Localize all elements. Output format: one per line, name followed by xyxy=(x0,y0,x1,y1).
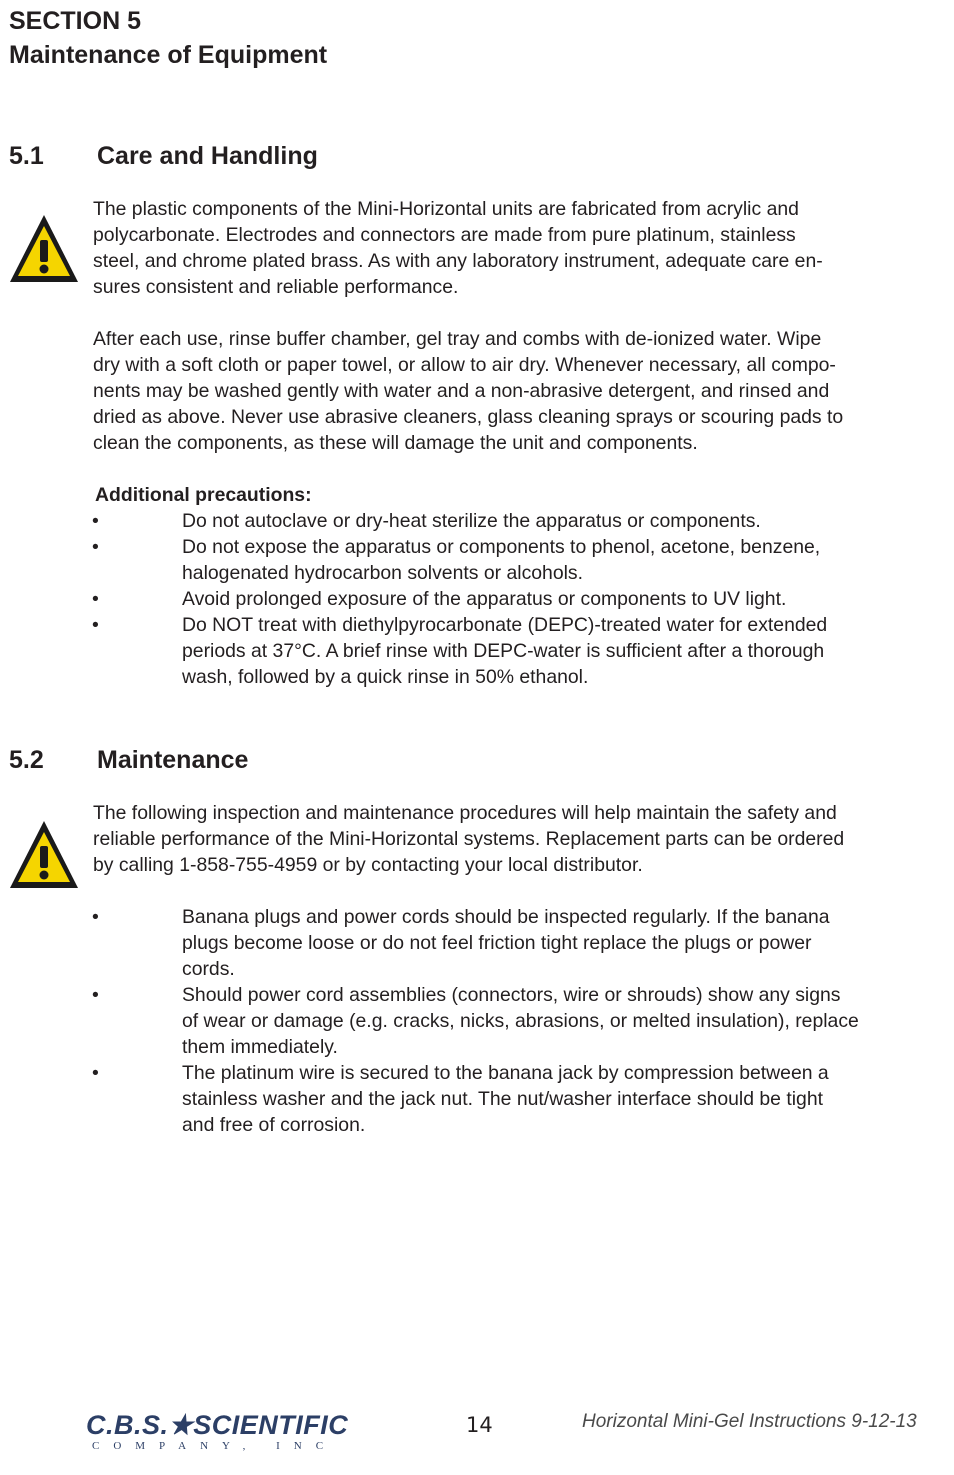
text-line: stainless washer and the jack nut. The nut/washer interface should be tight xyxy=(182,1088,823,1110)
care-section-title: Care and Handling xyxy=(97,142,318,170)
maintenance-paragraph-1 xyxy=(93,800,953,878)
text-line: dry with a soft cloth or paper towel, or allow to air dry. Whenever necessary, all compo- xyxy=(93,354,836,376)
text-line: of wear or damage (e.g. cracks, nicks, abrasions, or melted insulation), replace xyxy=(182,1010,859,1032)
page-number: 14 xyxy=(466,1413,493,1437)
section-title: Maintenance of Equipment xyxy=(9,41,328,69)
company-logo xyxy=(86,1411,348,1453)
bullet-marker: • xyxy=(92,510,99,532)
text-line: After each use, rinse buffer chamber, gel tray and combs with de-ionized water. Wipe xyxy=(93,328,822,350)
text-line: halogenated hydrocarbon solvents or alcohols. xyxy=(182,562,584,584)
care-paragraph-2 xyxy=(93,326,953,456)
list-item xyxy=(182,904,952,982)
bullet-marker: • xyxy=(92,536,99,558)
section-header xyxy=(9,4,327,72)
list-item xyxy=(182,982,952,1060)
text-line: sures consistent and reliable performance. xyxy=(93,276,459,298)
list-item xyxy=(182,508,952,534)
care-section-number: 5.1 xyxy=(9,142,44,170)
text-line: Banana plugs and power cords should be inspected regularly. If the banana xyxy=(182,906,830,928)
bullet-marker: • xyxy=(92,588,99,610)
list-item xyxy=(182,586,952,612)
text-line: by calling 1-858-755-4959 or by contacting your local distributor. xyxy=(93,854,643,876)
precautions-heading: Additional precautions: xyxy=(95,484,312,506)
text-line: cords. xyxy=(182,958,235,980)
bullet-marker: • xyxy=(92,984,99,1006)
text-line: Do NOT treat with diethylpyrocarbonate (DEPC)-treated water for extended xyxy=(182,614,828,636)
bullet-marker: • xyxy=(92,614,99,636)
maintenance-section-title: Maintenance xyxy=(97,746,249,774)
text-line: The following inspection and maintenance procedures will help maintain the safety and xyxy=(93,802,837,824)
text-line: The plastic components of the Mini-Horizontal units are fabricated from acrylic and xyxy=(93,198,799,220)
text-line: Do not expose the apparatus or components to phenol, acetone, benzene, xyxy=(182,536,821,558)
text-line: them immediately. xyxy=(182,1036,338,1058)
warning-triangle-icon xyxy=(7,212,81,291)
logo-subtitle: COMPANY, INC xyxy=(92,1440,338,1452)
list-item xyxy=(182,534,952,586)
logo-wordmark: C.B.S.★SCIENTIFIC xyxy=(86,1410,349,1440)
text-line: plugs become loose or do not feel friction tight replace the plugs or power xyxy=(182,932,812,954)
text-line: dried as above. Never use abrasive cleaners, glass cleaning sprays or scouring pads to xyxy=(93,406,844,428)
text-line: wash, followed by a quick rinse in 50% ethanol. xyxy=(182,666,589,688)
text-line: clean the components, as these will damage the unit and components. xyxy=(93,432,698,454)
text-line: The platinum wire is secured to the banana jack by compression between a xyxy=(182,1062,829,1084)
text-line: reliable performance of the Mini-Horizontal systems. Replacement parts can be ordered xyxy=(93,828,845,850)
text-line: Should power cord assemblies (connectors, wire or shrouds) show any signs xyxy=(182,984,841,1006)
text-line: periods at 37°C. A brief rinse with DEPC-water is sufficient after a thorough xyxy=(182,640,825,662)
list-item xyxy=(182,612,952,690)
text-line: steel, and chrome plated brass. As with any laboratory instrument, adequate care en- xyxy=(93,250,823,272)
document-title: Horizontal Mini-Gel Instructions 9-12-13 xyxy=(582,1411,917,1432)
list-item xyxy=(182,1060,952,1138)
bullet-marker: • xyxy=(92,1062,99,1084)
warning-triangle-icon xyxy=(7,818,81,897)
maintenance-section-number: 5.2 xyxy=(9,746,44,774)
bullet-marker: • xyxy=(92,906,99,928)
care-paragraph-1 xyxy=(93,196,953,300)
text-line: and free of corrosion. xyxy=(182,1114,366,1136)
section-label: SECTION 5 xyxy=(9,7,141,35)
text-line: Do not autoclave or dry-heat sterilize the apparatus or components. xyxy=(182,510,761,532)
text-line: nents may be washed gently with water and a non-abrasive detergent, and rinsed and xyxy=(93,380,830,402)
text-line: polycarbonate. Electrodes and connectors are made from pure platinum, stainless xyxy=(93,224,796,246)
text-line: Avoid prolonged exposure of the apparatus or components to UV light. xyxy=(182,588,787,610)
